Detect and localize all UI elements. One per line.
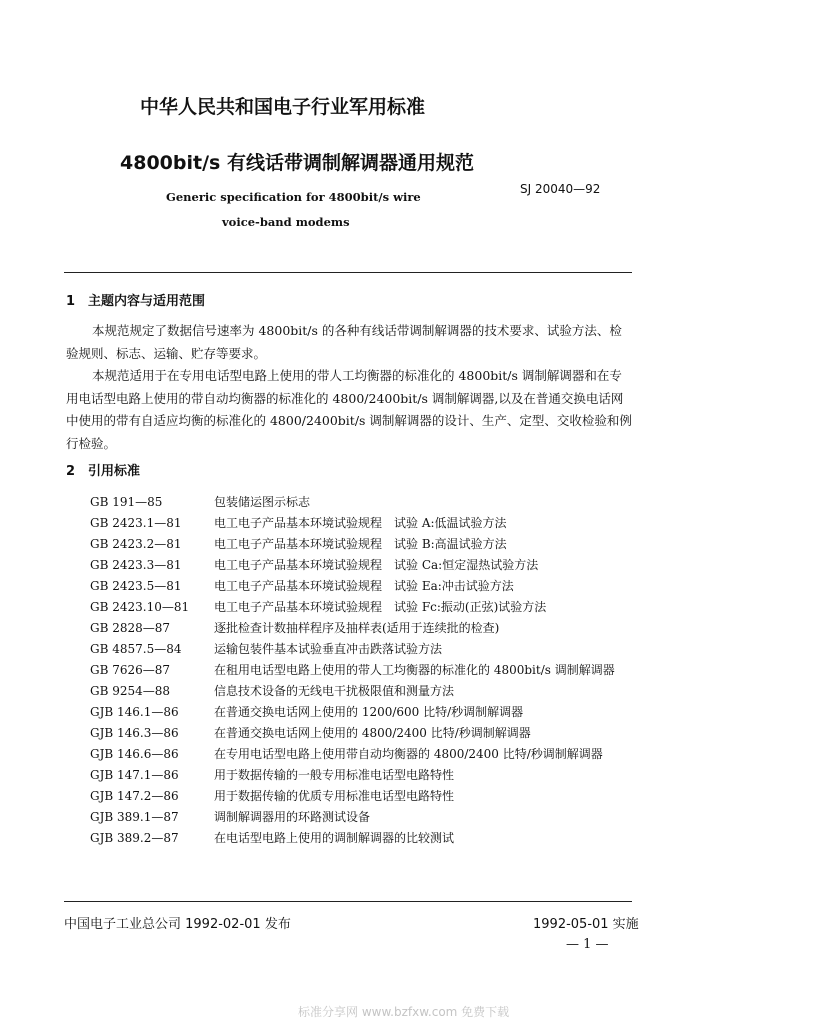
reference-row — [90, 534, 640, 555]
reference-title: 用于数据传输的优质专用标准电话型电路特性 — [214, 789, 455, 803]
reference-code: GB 2423.1—81 — [90, 516, 182, 530]
reference-title: 用于数据传输的一般专用标准电话型电路特性 — [214, 768, 455, 782]
reference-row — [90, 702, 640, 723]
section-1-paragraph-1: 本规范规定了数据信号速率为 4800bit/s 的各种有线话带调制解调器的技术要求、试验方法、检验规则、标志、运输、贮存等要求。 — [66, 323, 622, 361]
reference-title: 电工电子产品基本环境试验规程 试验 B:高温试验方法 — [214, 537, 507, 551]
reference-row — [90, 723, 640, 744]
reference-code: GB 2828—87 — [90, 621, 171, 635]
reference-row — [90, 555, 640, 576]
reference-code: GB 2423.10—81 — [90, 600, 190, 614]
footer-divider — [64, 901, 632, 902]
reference-title: 电工电子产品基本环境试验规程 试验 A:低温试验方法 — [214, 516, 507, 530]
reference-code: GB 2423.2—81 — [90, 537, 182, 551]
reference-title: 电工电子产品基本环境试验规程 试验 Ea:冲击试验方法 — [214, 579, 514, 593]
reference-row — [90, 828, 640, 849]
reference-title: 在普通交换电话网上使用的 4800/2400 比特/秒调制解调器 — [214, 726, 531, 740]
reference-code: GJB 146.3—86 — [90, 726, 179, 740]
reference-code: GJB 389.2—87 — [90, 831, 179, 845]
specification-title-en-line2: voice-band modems — [222, 215, 350, 229]
reference-code: GJB 147.2—86 — [90, 789, 179, 803]
reference-row — [90, 807, 640, 828]
reference-title: 包装储运图示标志 — [214, 495, 311, 509]
reference-row — [90, 786, 640, 807]
specification-title-cn: 4800bit/s 有线话带调制解调器通用规范 — [120, 152, 474, 174]
reference-row — [90, 639, 640, 660]
reference-title: 在专用电话型电路上使用带自动均衡器的 4800/2400 比特/秒调制解调器 — [214, 747, 603, 761]
reference-title: 调制解调器用的环路测试设备 — [214, 810, 371, 824]
reference-row — [90, 597, 640, 618]
standard-number: SJ 20040—92 — [520, 182, 601, 196]
reference-code: GB 4857.5—84 — [90, 642, 182, 656]
reference-code: GJB 147.1—86 — [90, 768, 179, 782]
specification-title-en-line1: Generic specification for 4800bit/s wire — [166, 190, 421, 204]
section-2-heading: 2 引用标准 — [66, 464, 141, 479]
reference-row — [90, 513, 640, 534]
reference-title: 在电话型电路上使用的调制解调器的比较测试 — [214, 831, 455, 845]
watermark-text: 标准分享网 www.bzfxw.com 免费下载 — [298, 1005, 510, 1019]
reference-row — [90, 681, 640, 702]
reference-row — [90, 576, 640, 597]
reference-title: 电工电子产品基本环境试验规程 试验 Ca:恒定湿热试验方法 — [214, 558, 539, 572]
reference-code: GB 9254—88 — [90, 684, 171, 698]
reference-row — [90, 618, 640, 639]
reference-title: 在租用电话型电路上使用的带人工均衡器的标准化的 4800bit/s 调制解调器 — [214, 663, 615, 677]
header-divider — [64, 272, 632, 273]
section-1-body — [66, 320, 634, 455]
standard-category-title: 中华人民共和国电子行业军用标准 — [140, 96, 426, 118]
reference-title: 信息技术设备的无线电干扰极限值和测量方法 — [214, 684, 455, 698]
implementation-date: 1992-05-01 实施 — [533, 917, 639, 932]
reference-title: 逐批检查计数抽样程序及抽样表(适用于连续批的检查) — [214, 621, 500, 635]
page-number: — 1 — — [566, 937, 609, 952]
reference-code: GJB 389.1—87 — [90, 810, 179, 824]
reference-row — [90, 492, 640, 513]
reference-code: GB 2423.5—81 — [90, 579, 182, 593]
reference-row — [90, 660, 640, 681]
reference-row — [90, 765, 640, 786]
reference-code: GB 191—85 — [90, 495, 163, 509]
section-1-heading: 1 主题内容与适用范围 — [66, 294, 206, 309]
reference-row — [90, 744, 640, 765]
reference-title: 运输包装件基本试验垂直冲击跌落试验方法 — [214, 642, 443, 656]
reference-code: GB 2423.3—81 — [90, 558, 182, 572]
publisher-date: 中国电子工业总公司 1992-02-01 发布 — [64, 917, 291, 932]
reference-list — [90, 492, 640, 849]
reference-title: 电工电子产品基本环境试验规程 试验 Fc:振动(正弦)试验方法 — [214, 600, 547, 614]
reference-code: GJB 146.1—86 — [90, 705, 179, 719]
section-1-paragraph-2: 本规范适用于在专用电话型电路上使用的带人工均衡器的标准化的 4800bit/s 调制解调器和在专用电话型电路上使用的带自动均衡器的标准化的 4800/2400bit/s 调制解调器,以及在普通交换电话网中使用的带有自适应均衡的标准化的 4800/2400bit/s 调制解调器的设计、生产、定型、交收检验和例行检验。 — [66, 368, 632, 451]
reference-code: GJB 146.6—86 — [90, 747, 179, 761]
reference-code: GB 7626—87 — [90, 663, 171, 677]
reference-title: 在普通交换电话网上使用的 1200/600 比特/秒调制解调器 — [214, 705, 524, 719]
